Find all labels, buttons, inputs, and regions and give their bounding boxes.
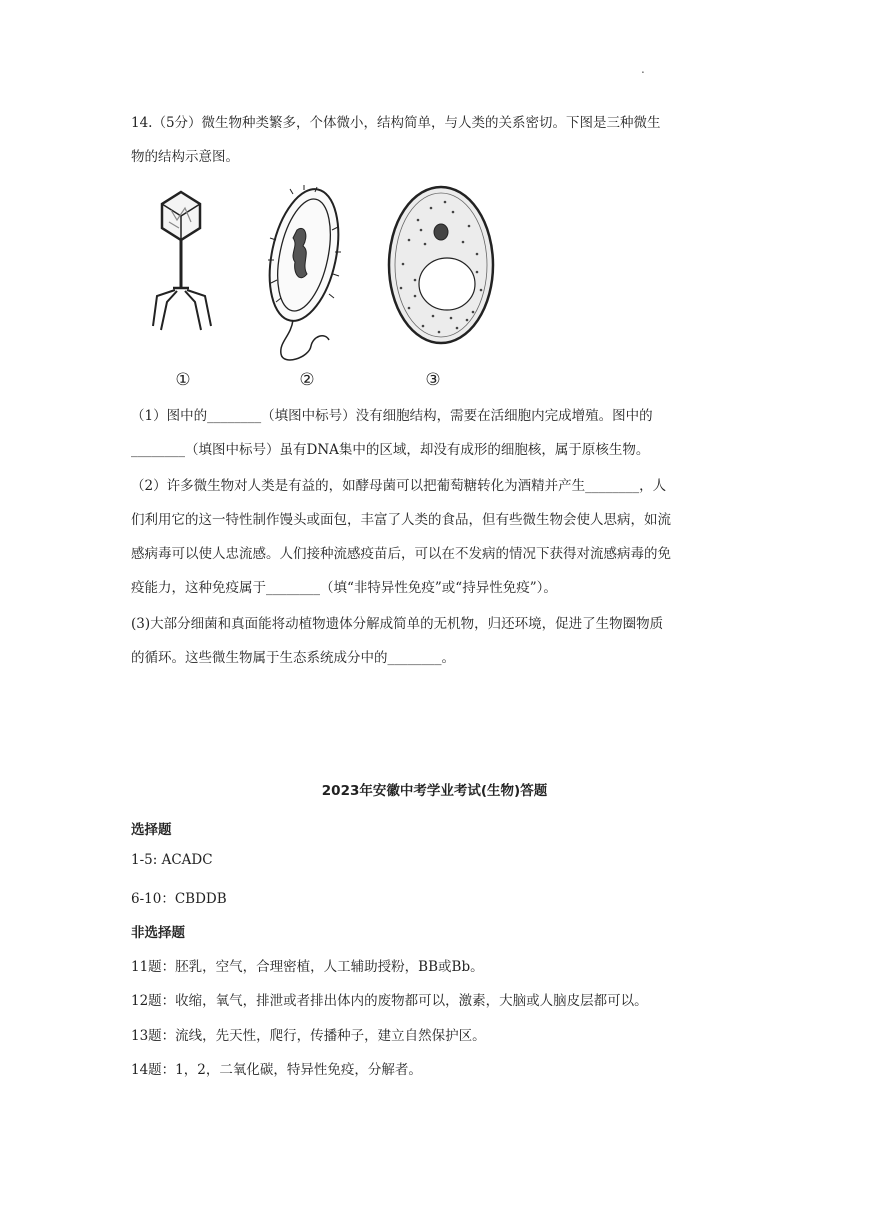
bacteriophage-illustration: [153, 192, 211, 330]
question-14-line-1: 14.（5分）微生物种类繁多，个体微小，结构简单，与人类的关系密切。下图是三种微生: [131, 115, 661, 131]
part-2-line-2: 们利用它的这一特性制作馒头或面包，丰富了人类的食品，但有些微生物会使人思病，如流: [131, 512, 671, 528]
yeast-cell-illustration: [389, 187, 493, 343]
question-14-stem: [131, 106, 751, 174]
question-14-part-1: [131, 399, 753, 467]
question-14-line-2: 物的结构示意图。: [131, 149, 239, 165]
answer-choice-1-5: 1-5: ACADC: [131, 852, 213, 868]
part-1-line-1: （1）图中的________（填图中标号）没有细胞结构，需要在活细胞内完成增殖。图中的: [131, 408, 653, 424]
section-choice-heading: 选择题: [131, 822, 172, 838]
answer-q14: 14题：1，2，二氧化碳，特异性免疫，分解者。: [131, 1062, 422, 1078]
figure-label-3: ③: [425, 370, 441, 390]
part-2-line-1: （2）许多微生物对人类是有益的，如酵母菌可以把葡萄糖转化为酒精并产生________，人: [131, 478, 667, 494]
answer-q12: 12题：收缩，氧气，排泄或者排出体内的废物都可以，激素，大脑或人脑皮层都可以。: [131, 993, 648, 1009]
answers-title: 2023年安徽中考学业考试(生物)答题: [321, 783, 548, 799]
question-14-part-3: [131, 607, 753, 675]
answer-q13: 13题：流线，先天性，爬行，传播种子，建立自然保护区。: [131, 1028, 486, 1044]
part-3-line-1: (3)大部分细菌和真面能将动植物遗体分解成简单的无机物，归还环境，促进了生物圈物质: [131, 616, 664, 632]
microorganism-figure: [133, 180, 495, 395]
figure-label-1: ①: [175, 370, 191, 390]
part-2-line-3: 感病毒可以使人忠流感。人们接种流感疫苗后，可以在不发病的情况下获得对流感病毒的免: [131, 546, 671, 562]
part-2-line-4: 疫能力，这种免疫属于________（填“非特异性免疫”或“持异性免疫”）。: [131, 580, 557, 596]
part-1-line-2: ________（填图中标号）虽有DNA集中的区域，却没有成形的细胞核，属于原核生物。: [131, 442, 650, 458]
section-nonchoice-heading: 非选择题: [131, 925, 185, 941]
answer-q11: 11题：胚乳，空气，合理密植，人工辅助授粉，BB或Bb。: [131, 959, 484, 975]
page-marker: .: [641, 62, 645, 76]
bacterium-illustration: [259, 183, 349, 360]
answer-choice-6-10: 6-10：CBDDB: [131, 891, 227, 907]
question-14-part-2: [131, 469, 753, 605]
figure-label-2: ②: [299, 370, 315, 390]
part-3-line-2: 的循环。这些微生物属于生态系统成分中的________。: [131, 650, 455, 666]
